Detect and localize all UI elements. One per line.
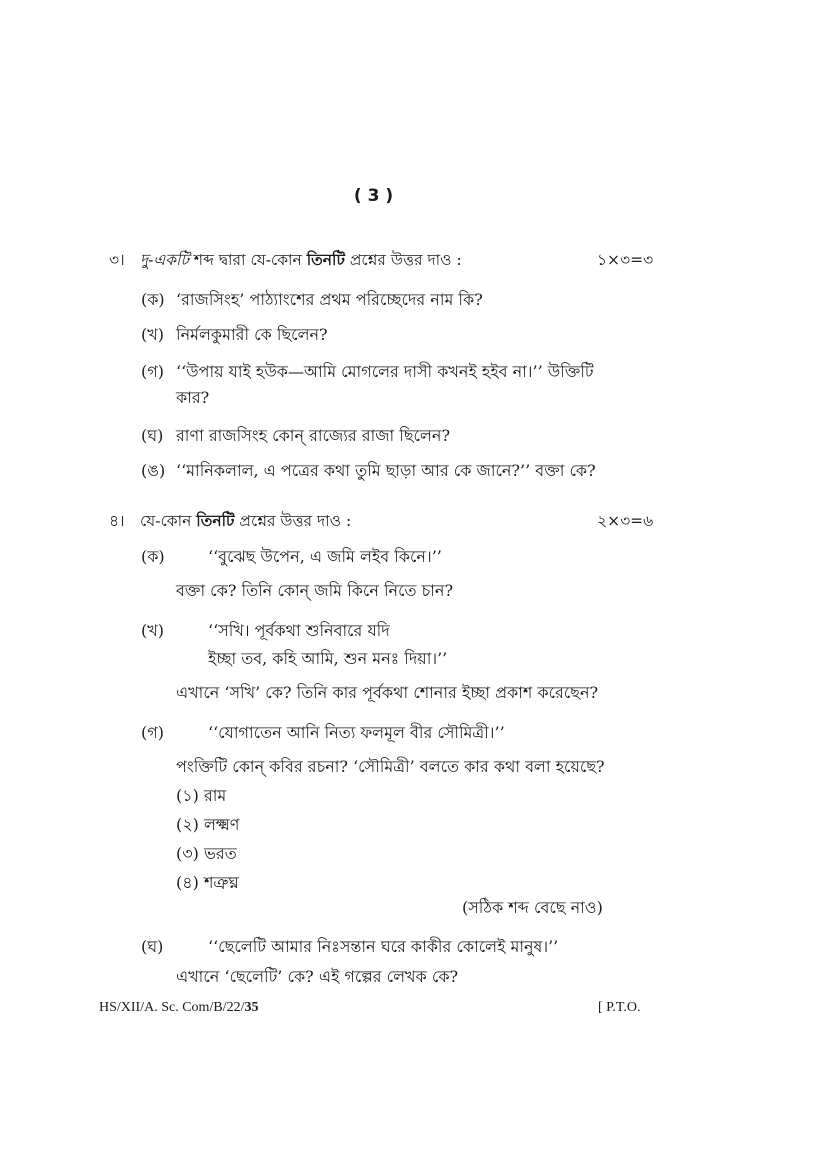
marks: ১×৩=৩ [597,251,654,269]
choice-item: (২) লক্ষ্মণ [176,815,240,834]
question-text: ‘‘মানিকলাল, এ পত্রের কথা তুমি ছাড়া আর কে জানে?’’ বক্তা কে? [176,461,596,480]
choice-item: (৪) শত্রুঘ্ন [176,873,239,892]
question-text: নির্মলকুমারী কে ছিলেন? [176,325,328,344]
option-label: (ক) [141,290,165,309]
quotation: ‘‘ছেলেটি আমার নিঃসন্তান ঘরে কাকীর কোলেই মানুষ।’’ [208,937,559,956]
question-text-continued: কার? [176,388,210,407]
question-number: ৪। [109,512,125,530]
quotation-line-2: ইচ্ছা তব, কহি আমি, শুন মনঃ দিয়া।’’ [208,649,448,668]
option-label: (ঘ) [141,937,164,956]
quotation-line-1: ‘‘সখি। পূর্বকথা শুনিবারে যদি [208,621,390,640]
question-text: এখানে ‘সখি’ কে? তিনি কার পূর্বকথা শোনার ইচ্ছা প্রকাশ করেছেন? [176,683,599,702]
question-instruction: যে-কোন তিনটি প্রশ্নের উত্তর দাও : [140,511,352,530]
question-text: এখানে ‘ছেলেটি’ কে? এই গল্পের লেখক কে? [176,967,459,986]
question-number: ৩। [109,251,125,269]
option-label: (গ) [141,723,164,742]
paper-code: HS/XII/A. Sc. Com/B/22/35 [99,1000,259,1015]
question-instruction: দু-একটি শব্দ দ্বারা যে-কোন তিনটি প্রশ্নের উত্তর দাও : [140,250,462,269]
option-label: (খ) [141,621,164,640]
option-label: (ঘ) [141,426,164,445]
option-label: (গ) [141,362,164,381]
pto-marker: [ P.T.O. [598,1000,641,1015]
quotation: ‘‘বুঝেছ উপেন, এ জমি লইব কিনে।’’ [208,547,442,566]
question-text: পংক্তিটি কোন্ কবির রচনা? ‘সৌমিত্রী’ বলতে কার কথা বলা হয়েছে? [176,757,605,776]
quotation: ‘‘যোগাতেন আনি নিত্য ফলমূল বীর সৌমিত্রী।’’ [208,723,505,742]
question-text: বক্তা কে? তিনি কোন্ জমি কিনে নিতে চান? [176,581,454,600]
option-label: (ক) [141,547,165,566]
choice-item: (১) রাম [176,786,227,805]
question-text: ‘রাজসিংহ’ পাঠ্যাংশের প্রথম পরিচ্ছেদের নাম কি? [176,290,483,309]
question-text: রাণা রাজসিংহ কোন্ রাজ্যের রাজা ছিলেন? [176,426,451,445]
question-text: ‘‘উপায় যাই হউক—আমি মোগলের দাসী কখনই হইব না।’’ উক্তিটি [176,362,594,381]
marks: ২×৩=৬ [597,512,654,530]
option-label: (খ) [141,325,164,344]
page-number: ( 3 ) [353,186,394,206]
choice-instruction: (সঠিক শব্দ বেছে নাও) [462,898,603,917]
option-label: (ঙ) [141,461,166,480]
choice-item: (৩) ভরত [176,844,237,863]
